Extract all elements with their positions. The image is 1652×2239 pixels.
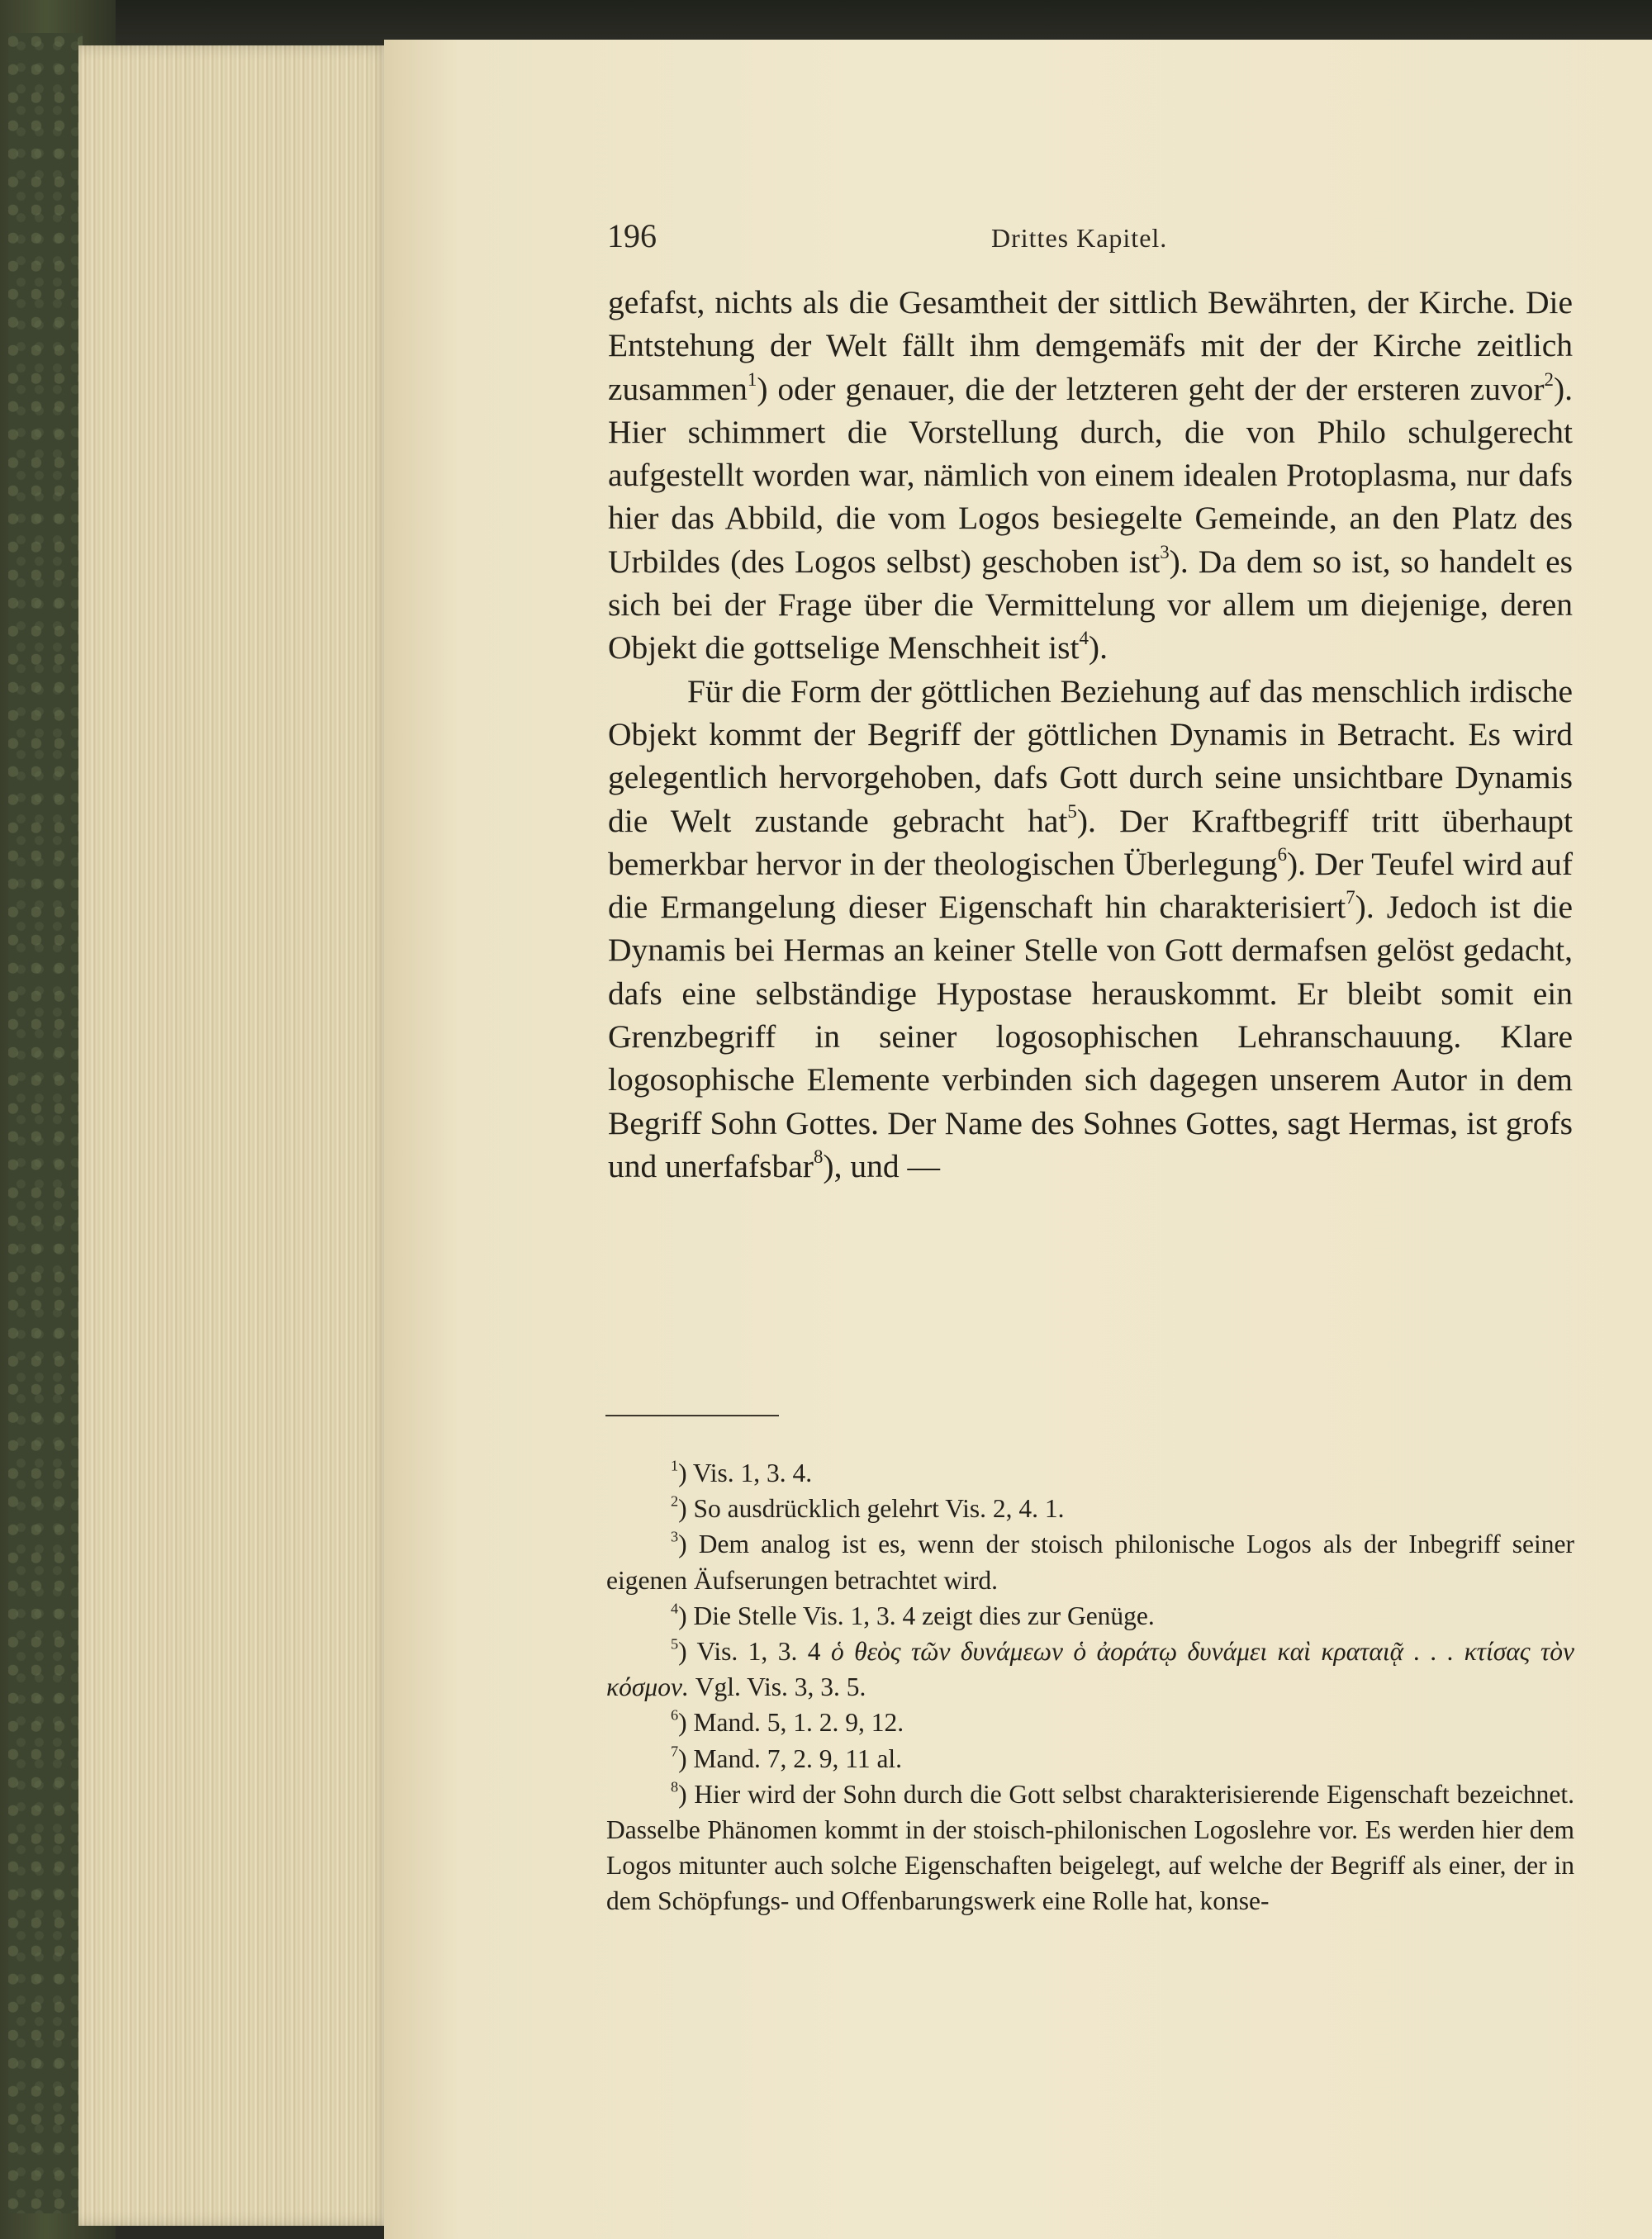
page-number: 196 <box>607 217 657 254</box>
footnote-7: $^7$) Mand. 7, 2. 9, 11 al. <box>671 1742 903 1773</box>
paragraph-2: Für die Form der göttlichen Beziehung auf das menschlich irdische Objekt kommt der Begriff der göttlichen Dynamis in Betracht. Es wird gelegentlich hervorgehoben, dafs Gott durch seine unsichtbare Dynamis die Welt zustande gebracht hat$^5$). Der Kraftbegriff tritt überhaupt bemerkbar hervor in der theologischen Überlegung$^6$). Der Teufel wird auf die Ermangelung dieser Eigenschaft hin charakterisiert$^7$). Jedoch ist die Dynamis bei Hermas an keiner Stelle von Gott dermafsen gelöst gedacht, dafs eine selbständige Hypostase herauskommt. Er bleibt somit ein Grenzbegriff in seiner logosophischen Lehranschauung. Klare logosophische Elemente verbinden sich dagegen unserem Autor in dem Begriff Sohn Gottes. Der Name des Sohnes Gottes, sagt Hermas, ist grofs und unerfafsbar$^8$), und — <box>608 672 1573 1184</box>
footnote-4: $^4$) Die Stelle Vis. 1, 3. 4 zeigt dies zur Genüge. <box>671 1600 1155 1630</box>
footnote-ref: 4 <box>1079 628 1089 649</box>
greek-quotation: ὁ θεὸς τῶν δυνάμεων ὁ ἀοράτῳ δυνάμει καὶ κραταιᾷ . . . κτίσας τὸν κόσμον. <box>606 1637 1574 1702</box>
footnote-ref: 2 <box>1544 368 1554 390</box>
body-text <box>608 281 1573 1188</box>
paragraph-1: gefafst, nichts als die Gesamtheit der sittlich Bewährten, der Kirche. Die Entstehung der Welt fällt ihm demgemäfs mit der der Kirche zeitlich zusammen$^1$) oder genauer, die der letzteren geht der der ersteren zuvor$^2$). Hier schimmert die Vorstellung durch, die von Philo schulgerecht aufgestellt worden war, nämlich von einem idealen Protoplasma, nur dafs hier das Abbild, die vom Logos besiegelte Gemeinde, an den Platz des Urbildes (des Logos selbst) geschoben ist$^3$). Da dem so ist, so handelt es sich bei der Frage über die Vermittelung vor allem um diejenige, deren Objekt die gottselige Menschheit ist$^4$). <box>608 284 1573 666</box>
footnote-ref: 8 <box>813 1146 824 1167</box>
footnote-ref: 1 <box>747 368 757 390</box>
footnotes <box>606 1455 1574 1919</box>
footnote-2: $^2$) So ausdrücklich gelehrt Vis. 2, 4. 1. <box>671 1492 1065 1524</box>
marbled-cover-pattern <box>8 33 83 2213</box>
footnote-8: $^8$) Hier wird der Sohn durch die Gott selbst charakterisierende Eigenschaft bezeichnet. Dasselbe Phänomen kommt in der stoisch-philonischen Logoslehre vor. Es werden hier dem Logos mitunter auch solche Eigenschaften beigelegt, auf welche der Begriff als einer, der in dem Schöpfungs- und Offenbarungswerk eine Rolle hat, konse- <box>606 1778 1574 1916</box>
footnote-1: $^1$) Vis. 1, 3. 4. <box>671 1457 813 1487</box>
footnote-ref: 3 <box>1160 541 1170 562</box>
footnote-separator <box>605 1415 779 1416</box>
footnote-3: $^3$) Dem analog ist es, wenn der stoisch philonische Logos als der Inbegriff seiner eigenen Äufserungen betrachtet wird. <box>606 1528 1574 1595</box>
stacked-page-edges <box>78 45 392 2226</box>
footnote-ref: 5 <box>1067 800 1077 822</box>
footnote-ref: 6 <box>1277 843 1288 865</box>
footnote-ref: 7 <box>1346 886 1355 908</box>
footnote-5: $^5$) Vis. 1, 3. 4 ὁ θεὸς τῶν δυνάμεων ὁ ἀοράτῳ δυνάμει καὶ κραταιᾷ . . . κτίσας τὸν κόσμον. Vgl. Vis. 3, 3. 5. <box>606 1635 1574 1702</box>
running-head: Drittes Kapitel. <box>991 223 1168 253</box>
footnote-6: $^6$) Mand. 5, 1. 2. 9, 12. <box>671 1706 904 1738</box>
page-header <box>607 216 1574 266</box>
